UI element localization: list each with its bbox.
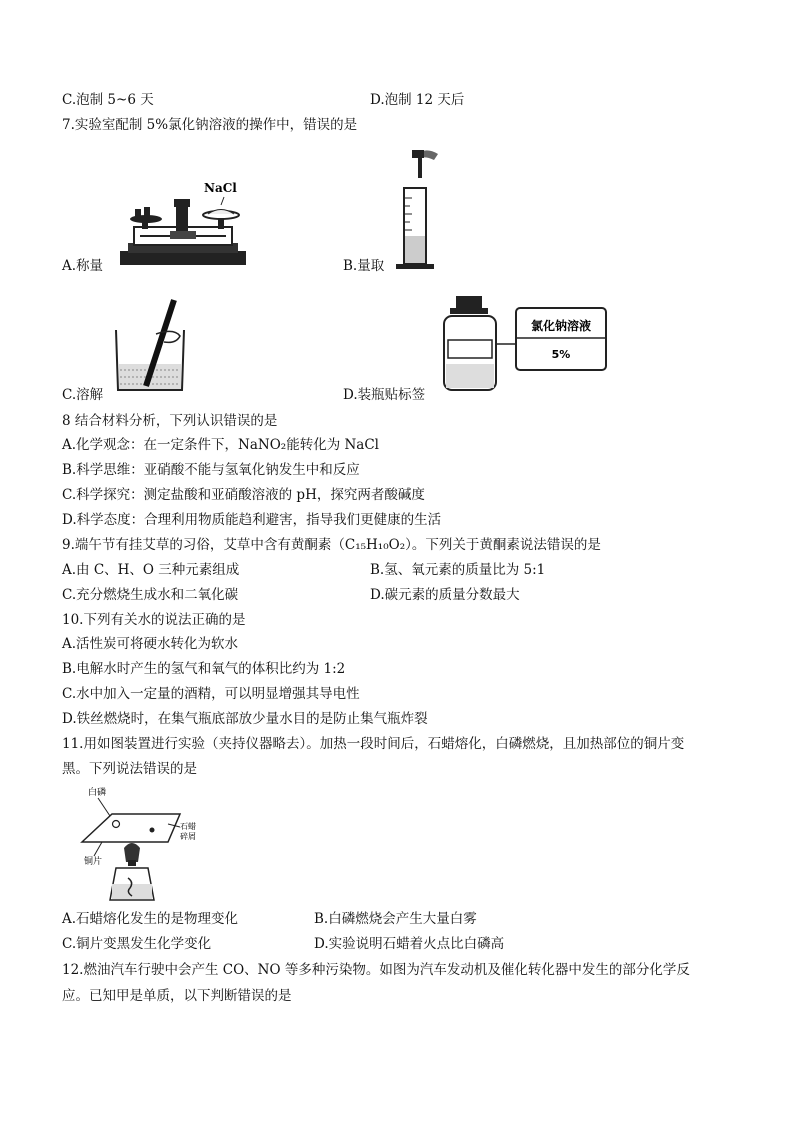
paraffin-label-line2: 碎屑 xyxy=(180,832,196,841)
q9-option-d: D.碳元素的质量分数最大 xyxy=(370,587,520,603)
q9-option-c: C.充分燃烧生成水和二氧化碳 xyxy=(62,587,239,603)
q7-option-d: D.装瓶贴标签 xyxy=(343,387,426,403)
q10-stem: 10.下列有关水的说法正确的是 xyxy=(62,612,246,628)
cylinder-figure xyxy=(390,148,450,273)
q10-option-d: D.铁丝燃烧时，在集气瓶底部放少量水目的是防止集气瓶炸裂 xyxy=(62,711,428,727)
q8-stem: 8 结合材料分析，下列认识错误的是 xyxy=(62,413,278,429)
balance-figure xyxy=(118,175,248,270)
q12-stem-line2: 应。已知甲是单质，以下判断错误的是 xyxy=(62,988,292,1004)
white-phosphorus-label: 白磷 xyxy=(88,788,107,798)
q6-option-c: C.泡制 5~6 天 xyxy=(62,92,154,108)
copper-plate-label: 铜片 xyxy=(84,857,103,867)
q11-option-a: A.石蜡熔化发生的是物理变化 xyxy=(62,911,239,927)
q7-option-b: B.量取 xyxy=(343,258,385,274)
q8-option-d: D.科学态度：合理利用物质能趋利避害，指导我们更健康的生活 xyxy=(62,512,442,528)
q8-option-a: A.化学观念：在一定条件下，NaNO₂能转化为 NaCl xyxy=(62,437,379,453)
bottle-label-name: 氯化钠溶液 xyxy=(530,319,592,333)
q10-option-a: A.活性炭可将硬水转化为软水 xyxy=(62,636,239,652)
q7-option-c: C.溶解 xyxy=(62,387,104,403)
q10-option-c: C.水中加入一定量的酒精，可以明显增强其导电性 xyxy=(62,686,360,702)
q6-option-d: D.泡制 12 天后 xyxy=(370,92,465,108)
q7-option-a: A.称量 xyxy=(62,258,104,274)
nacl-label: NaCl xyxy=(204,181,237,195)
q9-option-a: A.由 C、H、O 三种元素组成 xyxy=(62,562,240,578)
q10-option-b: B.电解水时产生的氢气和氧气的体积比约为 1:2 xyxy=(62,661,346,677)
q12-stem-line1: 12.燃油汽车行驶中会产生 CO、NO 等多种污染物。如图为汽车发动机及催化转化器中发生的部分化学反 xyxy=(62,962,690,978)
q9-stem: 9.端午节有挂艾草的习俗，艾草中含有黄酮素（C₁₅H₁₀O₂）。下列关于黄酮素说法错误的是 xyxy=(62,537,601,553)
q8-option-b: B.科学思维：亚硝酸不能与氢氧化钠发生中和反应 xyxy=(62,462,360,478)
q11-option-c: C.铜片变黑发生化学变化 xyxy=(62,936,212,952)
bottle-label-concentration: 5% xyxy=(551,348,571,361)
beaker-figure xyxy=(110,294,190,394)
copper-plate-apparatus-figure xyxy=(72,782,212,907)
q11-stem-line2: 黑。下列说法错误的是 xyxy=(62,761,197,777)
q11-option-d: D.实验说明石蜡着火点比白磷高 xyxy=(314,936,505,952)
q7-stem: 7.实验室配制 5%氯化钠溶液的操作中，错误的是 xyxy=(62,117,358,133)
paraffin-label-line1: 石蜡 xyxy=(180,822,196,831)
reagent-bottle-figure xyxy=(440,294,620,394)
q11-stem-line1: 11.用如图装置进行实验（夹持仪器略去）。加热一段时间后，石蜡熔化，白磷燃烧，且加热部位的铜片变 xyxy=(62,736,685,752)
q8-option-c: C.科学探究：测定盐酸和亚硝酸溶液的 pH，探究两者酸碱度 xyxy=(62,487,425,503)
q9-option-b: B.氢、氧元素的质量比为 5:1 xyxy=(370,562,546,578)
q11-option-b: B.白磷燃烧会产生大量白雾 xyxy=(314,911,477,927)
